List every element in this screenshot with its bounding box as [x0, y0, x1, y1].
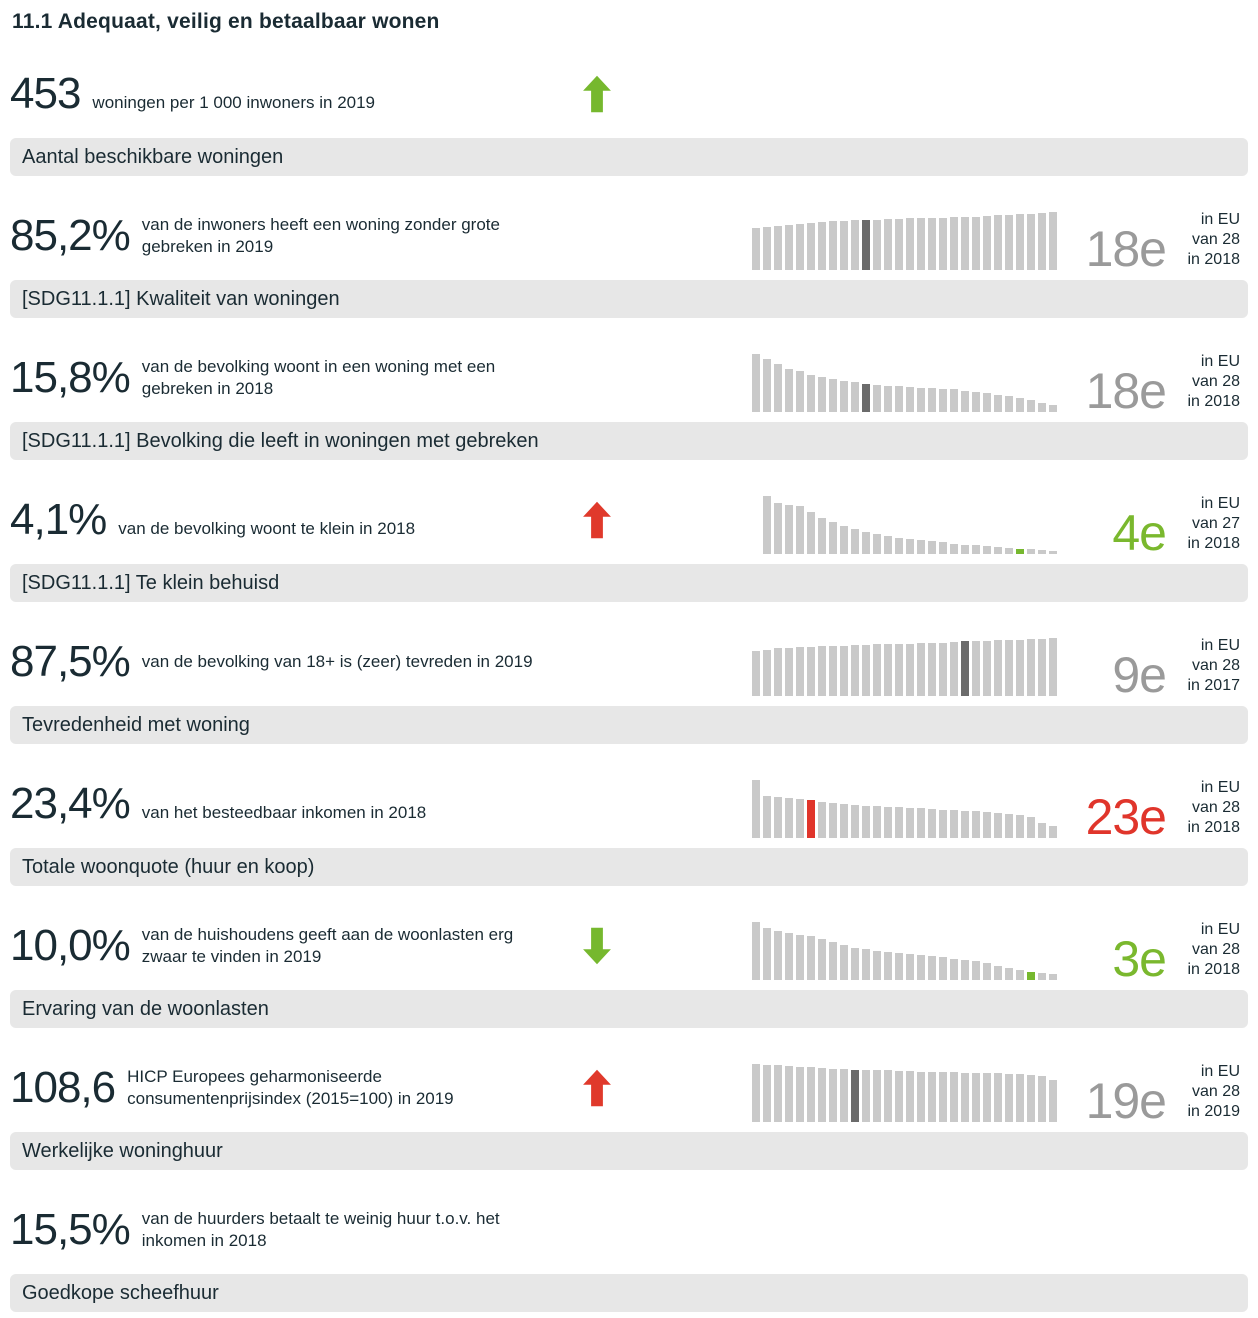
bar-country	[829, 646, 837, 696]
eu-context: in EU van 28 in 2017	[1187, 637, 1240, 694]
bar-country	[895, 644, 903, 696]
bar-country	[818, 1068, 826, 1122]
bar-chart	[752, 922, 1060, 980]
page-title: 11.1 Adequaat, veilig en betaalbaar wonen	[12, 10, 440, 33]
bar-country	[763, 1065, 771, 1122]
trend-up-icon	[582, 1068, 612, 1108]
bar-country	[994, 547, 1002, 554]
indicator-row-te-klein-behuisd	[10, 484, 1248, 602]
eu-distribution-chart	[752, 210, 1240, 277]
indicator-row-kwaliteit-woningen	[10, 200, 1248, 318]
bar-country	[906, 644, 914, 696]
bar-country	[884, 219, 892, 270]
bar-country	[840, 381, 848, 412]
bar-country	[895, 953, 903, 980]
bar-country	[972, 545, 980, 554]
bar-country	[1049, 212, 1057, 270]
bar-country	[1005, 1074, 1013, 1122]
bar-country	[884, 386, 892, 412]
bar-country	[763, 227, 771, 270]
bar-country	[818, 646, 826, 696]
bar-country	[1049, 551, 1057, 554]
bar-country	[873, 951, 881, 980]
bar-country	[1005, 968, 1013, 980]
trend-up-icon	[582, 500, 612, 540]
bar-country	[752, 651, 760, 696]
bar-country	[851, 529, 859, 554]
bar-country	[961, 217, 969, 270]
bar-country	[939, 218, 947, 270]
bar-country	[818, 802, 826, 838]
indicator-label: Werkelijke woninghuur	[10, 1132, 1248, 1170]
bar-country	[994, 966, 1002, 981]
eu-distribution-chart	[763, 494, 1240, 561]
bar-country	[785, 798, 793, 838]
indicator-value: 10,0%	[10, 921, 130, 970]
bar-country	[994, 395, 1002, 412]
bar-country	[961, 545, 969, 554]
eu-context: in EU van 28 in 2018	[1187, 353, 1240, 410]
bar-country	[763, 496, 771, 554]
bar-country	[807, 223, 815, 270]
bar-country	[1016, 398, 1024, 412]
bar-country	[829, 803, 837, 838]
bar-country	[950, 959, 958, 980]
bar-chart	[763, 496, 1060, 554]
bar-country	[796, 799, 804, 838]
bar-country	[994, 1073, 1002, 1122]
bar-netherlands	[807, 800, 815, 838]
bar-country	[752, 228, 760, 270]
bar-country	[807, 647, 815, 696]
eu-context: in EU van 28 in 2018	[1187, 211, 1240, 268]
bar-country	[807, 1067, 815, 1122]
bar-country	[851, 805, 859, 838]
indicator-description: van de inwoners heeft een woning zonder grote gebreken in 2019	[141, 215, 500, 256]
indicator-description: HICP Europees geharmoniseerde consumentenprijsindex (2015=100) in 2019	[127, 1067, 454, 1108]
bar-country	[950, 544, 958, 554]
eu-rank: 9e	[1112, 647, 1166, 703]
bar-netherlands	[862, 384, 870, 412]
indicator-value: 15,5%	[10, 1205, 130, 1254]
indicator-label: [SDG11.1.1] Te klein behuisd	[10, 564, 1248, 602]
bar-netherlands	[1016, 549, 1024, 554]
bar-country	[972, 961, 980, 980]
bar-country	[840, 646, 848, 696]
eu-rank: 19e	[1085, 1073, 1166, 1129]
bar-country	[752, 780, 760, 838]
bar-country	[884, 1070, 892, 1122]
bar-country	[983, 812, 991, 838]
bar-country	[818, 377, 826, 412]
bar-country	[1005, 548, 1013, 554]
bar-country	[752, 354, 760, 412]
bar-country	[829, 221, 837, 270]
indicator-value: 87,5%	[10, 637, 130, 686]
bar-country	[774, 648, 782, 696]
bar-country	[796, 224, 804, 270]
bar-chart	[752, 212, 1060, 270]
bar-netherlands	[851, 1070, 859, 1122]
bar-country	[1038, 823, 1046, 838]
bar-country	[994, 813, 1002, 838]
bar-country	[939, 957, 947, 980]
bar-country	[939, 643, 947, 696]
indicator-row-woningen-met-gebreken	[10, 342, 1248, 460]
bar-country	[906, 954, 914, 980]
bar-country	[1027, 549, 1035, 554]
bar-country	[851, 382, 859, 412]
indicator-description: van de huishoudens geeft aan de woonlasten erg zwaar te vinden in 2019	[141, 925, 514, 966]
bar-country	[840, 804, 848, 838]
bar-country	[785, 933, 793, 980]
bar-country	[895, 538, 903, 554]
bar-chart	[752, 1064, 1060, 1122]
bar-country	[785, 225, 793, 270]
eu-distribution-chart	[752, 352, 1240, 419]
bar-country	[950, 389, 958, 412]
bar-country	[1016, 1074, 1024, 1122]
indicator-row-beschikbare-woningen	[10, 58, 1248, 176]
bar-country	[895, 219, 903, 270]
bar-country	[906, 1071, 914, 1122]
bar-country	[972, 811, 980, 838]
indicator-label: Goedkope scheefhuur	[10, 1274, 1248, 1312]
bar-country	[807, 375, 815, 412]
eu-distribution-chart	[752, 920, 1240, 987]
bar-country	[873, 534, 881, 554]
bar-country	[796, 1067, 804, 1122]
bar-country	[752, 1064, 760, 1122]
bar-country	[983, 963, 991, 980]
bar-country	[928, 218, 936, 270]
indicator-row-tevredenheid-woning	[10, 626, 1248, 744]
bar-country	[1038, 213, 1046, 270]
bar-country	[917, 1072, 925, 1122]
bar-country	[1005, 396, 1013, 412]
bar-country	[1049, 405, 1057, 412]
bar-country	[1016, 970, 1024, 980]
bar-country	[829, 379, 837, 412]
bar-country	[928, 541, 936, 554]
bar-country	[796, 647, 804, 696]
indicator-row-goedkope-scheefhuur	[10, 1194, 1248, 1312]
bar-country	[785, 1066, 793, 1122]
bar-country	[1027, 639, 1035, 696]
indicator-label: Aantal beschikbare woningen	[10, 138, 1248, 176]
indicator-label: [SDG11.1.1] Kwaliteit van woningen	[10, 280, 1248, 318]
bar-country	[895, 1071, 903, 1122]
indicator-description: van de bevolking woont te klein in 2018	[118, 519, 416, 538]
bar-country	[884, 807, 892, 838]
bar-country	[994, 215, 1002, 270]
eu-context: in EU van 28 in 2019	[1187, 1063, 1240, 1120]
bar-country	[840, 1069, 848, 1122]
eu-distribution-chart	[752, 778, 1240, 845]
bar-country	[961, 391, 969, 412]
eu-rank: 4e	[1112, 505, 1166, 561]
bar-country	[785, 505, 793, 554]
indicator-row-totale-woonquote	[10, 768, 1248, 886]
bar-chart	[752, 638, 1060, 696]
bar-country	[939, 1072, 947, 1122]
bar-country	[1038, 550, 1046, 554]
eu-context: in EU van 27 in 2018	[1187, 495, 1240, 552]
bar-country	[983, 1073, 991, 1122]
bar-country	[840, 945, 848, 980]
bar-country	[917, 218, 925, 270]
bar-country	[851, 948, 859, 980]
bar-country	[1038, 973, 1046, 980]
bar-country	[785, 369, 793, 412]
bar-country	[829, 942, 837, 980]
bar-country	[862, 645, 870, 696]
bar-country	[774, 503, 782, 554]
bar-country	[917, 808, 925, 838]
bar-country	[917, 388, 925, 412]
bar-country	[917, 540, 925, 554]
trend-down-icon	[582, 926, 612, 966]
bar-country	[1038, 1076, 1046, 1122]
bar-country	[972, 392, 980, 412]
bar-country	[950, 642, 958, 696]
bar-country	[961, 1073, 969, 1122]
bar-country	[928, 388, 936, 412]
bar-country	[1049, 974, 1057, 980]
bar-country	[906, 808, 914, 838]
bar-chart	[752, 354, 1060, 412]
bar-country	[862, 949, 870, 980]
eu-rank: 18e	[1085, 221, 1166, 277]
bar-country	[1049, 826, 1057, 838]
bar-country	[928, 956, 936, 980]
bar-country	[796, 506, 804, 554]
bar-country	[763, 796, 771, 838]
eu-distribution-chart	[752, 1062, 1240, 1129]
bar-country	[1005, 640, 1013, 696]
indicator-row-werkelijke-woninghuur	[10, 1052, 1248, 1170]
bar-country	[774, 1065, 782, 1122]
bar-country	[818, 518, 826, 554]
bar-country	[1049, 638, 1057, 696]
bar-country	[1016, 815, 1024, 838]
bar-country	[972, 1073, 980, 1122]
bar-country	[862, 532, 870, 554]
bar-country	[873, 220, 881, 270]
bar-country	[939, 542, 947, 554]
bar-country	[1005, 814, 1013, 838]
indicator-description: van de bevolking woont in een woning met een gebreken in 2018	[141, 357, 496, 398]
bar-country	[917, 643, 925, 696]
indicator-description: van de huurders betaalt te weinig huur t.o.v. het inkomen in 2018	[141, 1209, 500, 1250]
bar-country	[928, 643, 936, 696]
bar-netherlands	[862, 220, 870, 270]
bar-country	[873, 806, 881, 838]
indicator-value: 108,6	[10, 1063, 116, 1112]
indicator-value: 23,4%	[10, 779, 130, 828]
indicator-description: van het besteedbaar inkomen in 2018	[141, 803, 427, 822]
bar-country	[774, 931, 782, 980]
indicator-row-ervaring-woonlasten	[10, 910, 1248, 1028]
bar-country	[884, 536, 892, 554]
bar-country	[851, 645, 859, 696]
bar-country	[1016, 640, 1024, 696]
bar-country	[928, 809, 936, 838]
bar-country	[763, 928, 771, 980]
bar-country	[774, 226, 782, 270]
bar-country	[1027, 400, 1035, 412]
indicator-label: Ervaring van de woonlasten	[10, 990, 1248, 1028]
bar-country	[818, 939, 826, 980]
bar-country	[983, 393, 991, 412]
bar-country	[829, 522, 837, 554]
bar-country	[950, 810, 958, 838]
bar-country	[906, 387, 914, 412]
bar-country	[1027, 817, 1035, 838]
trend-up-icon	[582, 74, 612, 114]
bar-country	[906, 539, 914, 554]
bar-country	[873, 1070, 881, 1122]
bar-country	[1038, 403, 1046, 412]
eu-rank: 23e	[1085, 789, 1166, 845]
indicator-description: van de bevolking van 18+ is (zeer) tevreden in 2019	[141, 652, 533, 672]
bar-country	[1027, 214, 1035, 270]
bar-netherlands	[1027, 972, 1035, 980]
bar-country	[763, 359, 771, 412]
bar-country	[1038, 639, 1046, 696]
bar-country	[884, 644, 892, 696]
indicator-description: woningen per 1 000 inwoners in 2019	[92, 93, 376, 112]
bar-country	[862, 806, 870, 838]
bar-country	[895, 386, 903, 412]
bar-country	[950, 217, 958, 270]
bar-country	[983, 641, 991, 696]
bar-country	[807, 936, 815, 980]
bar-country	[983, 546, 991, 554]
bar-country	[840, 526, 848, 554]
bar-country	[752, 922, 760, 980]
bar-country	[994, 640, 1002, 696]
bar-country	[1027, 1075, 1035, 1122]
bar-country	[983, 216, 991, 270]
bar-country	[785, 648, 793, 696]
bar-country	[774, 797, 782, 838]
bar-chart	[752, 780, 1060, 838]
bar-country	[873, 644, 881, 696]
bar-country	[1005, 215, 1013, 270]
bar-country	[950, 1072, 958, 1122]
bar-country	[774, 364, 782, 412]
bar-country	[807, 512, 815, 554]
indicator-value: 15,8%	[10, 353, 130, 402]
indicator-value: 85,2%	[10, 211, 130, 260]
indicator-label: Tevredenheid met woning	[10, 706, 1248, 744]
bar-country	[939, 810, 947, 838]
bar-country	[884, 952, 892, 980]
eu-rank: 18e	[1085, 363, 1166, 419]
bar-country	[1049, 1080, 1057, 1122]
eu-rank: 3e	[1112, 931, 1166, 987]
eu-distribution-chart	[752, 636, 1240, 703]
bar-country	[796, 935, 804, 980]
bar-country	[961, 811, 969, 838]
bar-country	[818, 222, 826, 270]
bar-country	[906, 218, 914, 270]
bar-country	[895, 807, 903, 838]
indicator-label: [SDG11.1.1] Bevolking die leeft in woningen met gebreken	[10, 422, 1248, 460]
bar-country	[851, 220, 859, 270]
bar-country	[763, 650, 771, 696]
bar-country	[873, 385, 881, 412]
indicator-value: 453	[10, 69, 81, 118]
bar-country	[840, 221, 848, 270]
eu-context: in EU van 28 in 2018	[1187, 921, 1240, 978]
bar-country	[972, 217, 980, 270]
bar-country	[829, 1069, 837, 1122]
bar-country	[1016, 214, 1024, 270]
bar-country	[917, 955, 925, 980]
bar-country	[939, 389, 947, 412]
bar-country	[862, 1070, 870, 1122]
bar-country	[796, 371, 804, 412]
bar-netherlands	[961, 641, 969, 696]
bar-country	[972, 641, 980, 696]
bar-country	[928, 1072, 936, 1122]
indicator-value: 4,1%	[10, 495, 107, 544]
indicator-label: Totale woonquote (huur en koop)	[10, 848, 1248, 886]
eu-context: in EU van 28 in 2018	[1187, 779, 1240, 836]
bar-country	[961, 960, 969, 980]
